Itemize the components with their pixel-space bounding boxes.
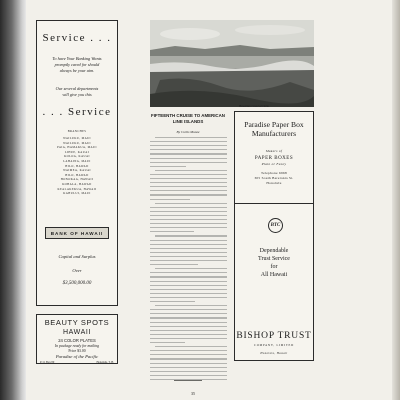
branch-item: WAILUKU, MAUI: [63, 136, 91, 140]
article-text-line: [150, 166, 186, 167]
trust-line-4: All Hawaii: [260, 272, 288, 278]
article-text-line: [155, 268, 227, 269]
capital-line: Capital and Surplus: [58, 254, 96, 259]
article-text-line: [155, 203, 227, 204]
article-text-line: [150, 215, 227, 216]
article-text-line: [150, 174, 227, 175]
beauty-spots-ad: [36, 314, 118, 364]
branch-item: HILO, HAWAII: [65, 163, 89, 168]
article-text-line: [150, 256, 227, 257]
article-text-line: [155, 137, 227, 138]
article-text-line: [150, 317, 227, 318]
paper-box-title-line: [235, 120, 313, 138]
article-text-line: [155, 170, 227, 171]
article-text-line: [150, 363, 227, 364]
article-text-line: [150, 289, 227, 290]
article-title: FIFTEENTH CRUISE TO AMERICAN LINE ISLANDS: [151, 113, 225, 124]
article-text-line: [150, 309, 227, 310]
price-line: Price $3.00: [68, 349, 86, 353]
page-edge: [392, 0, 400, 400]
bishop-trust-ad: [234, 203, 314, 361]
article-text-line: [150, 326, 227, 327]
article-text-line: [150, 281, 227, 282]
article-text-line: [155, 305, 227, 306]
btc-logo: [268, 218, 283, 233]
article-text-line: [155, 346, 227, 347]
article-text-line: [150, 350, 227, 351]
beauty-spots-subtitle: HAWAII: [63, 329, 91, 336]
package-line: In package ready for mailing: [54, 344, 100, 348]
page-number: 35: [191, 391, 195, 396]
product-sub: Plain or Fancy: [261, 162, 287, 166]
article-text-line: [150, 334, 227, 335]
article-text-line: [150, 149, 227, 150]
bank-ad-title-2: . . . Service: [42, 106, 112, 118]
article-text-line: [150, 371, 227, 372]
article-text-line: [155, 235, 227, 236]
btc-logo-text: BTC: [270, 223, 281, 228]
article-text-line: [150, 227, 227, 228]
publisher-line: Paradise of the Pacific: [55, 354, 99, 359]
article-text-line: [150, 313, 227, 314]
article-text-line: [150, 260, 227, 261]
trust-line-2: Trust Service: [258, 256, 290, 262]
article-text-line: [150, 330, 227, 331]
bank-ad-title: Service . . .: [42, 32, 112, 44]
bank-ad-tagline-3: always be your aim.: [59, 68, 95, 73]
beauty-spots-title: BEAUTY SPOTS: [44, 318, 110, 327]
article-text-line: [150, 375, 227, 376]
article-text-line: [150, 285, 227, 286]
bank-ad: [36, 20, 118, 306]
coast-photo-image: [150, 20, 314, 107]
paper-box-ad: [234, 111, 314, 207]
article-text-line: [150, 264, 198, 265]
article-text-line: [150, 342, 185, 343]
publisher-address-left: P. O. Box 80: [40, 360, 55, 364]
bank-name-banner: [45, 227, 109, 239]
branch-item: PAIA, HAMAKUA, MAUI: [57, 145, 97, 150]
article-end-rule: [174, 380, 202, 381]
trust-line-3: for: [270, 264, 278, 270]
coast-photo: [150, 20, 314, 107]
article-text-line: [150, 240, 227, 241]
paper-box-title: Paradise Paper Box Manufacturers: [244, 120, 304, 139]
bank-ad-departments-1: Our several departments: [55, 86, 99, 91]
article-byline: By Curtis Munoz: [176, 130, 200, 134]
over-line: Over: [72, 268, 82, 273]
article-text-line: [150, 297, 227, 298]
article-text-line: [150, 182, 227, 183]
article-text-line: [150, 141, 227, 142]
bank-ad-tagline-1: To have Your Banking Wants: [52, 56, 102, 61]
article-text-line: [150, 162, 227, 163]
branch-item: LIHUE, KAUAI: [64, 149, 90, 154]
branch-item: KOHALA, HAWAII: [62, 182, 92, 186]
branch-item: KOLOA, KAUAI: [64, 154, 90, 159]
article-text-line: [150, 322, 227, 323]
branch-item: LAHAINA, MAUI: [63, 159, 91, 163]
makers-of: Makers of: [265, 149, 283, 153]
article-text-line: [150, 178, 227, 179]
article-text-line: [150, 252, 227, 253]
article-text-line: [150, 244, 227, 245]
branch-item: HILO, HAWAII: [65, 172, 89, 177]
color-plates-line: 24 COLOR PLATES: [58, 338, 96, 343]
article-text-line: [150, 367, 227, 368]
article-text-line: [150, 354, 227, 355]
branch-item: WAIMEA, KAUAI: [63, 168, 91, 173]
publisher-address-right: Honolulu, T. H.: [96, 360, 114, 364]
bank-ad-departments-2: will give you this: [62, 92, 92, 97]
article-text-line: [150, 231, 194, 232]
bishop-trust-city: Honolulu, Hawaii: [260, 351, 288, 355]
article-text-line: [150, 219, 227, 220]
branch-item: KEALAKEKUA, HAWAII: [57, 186, 97, 191]
article-text-line: [150, 190, 227, 191]
bishop-trust-company: COMPANY, LIMITED: [254, 343, 294, 347]
article-text-line: [150, 207, 227, 208]
article-text-line: [150, 223, 227, 224]
branch-item: HONOKAA, HAWAII: [60, 177, 94, 182]
article-text-line: [150, 145, 227, 146]
article-text-line: [150, 158, 227, 159]
bank-ad-tagline-2: promptly cared for should: [54, 62, 100, 67]
article-text-line: [150, 338, 227, 339]
paper-box-phone: Telephone 6968: [261, 171, 287, 175]
article-text-line: [150, 211, 227, 212]
paper-box-city: Honolulu: [266, 181, 282, 185]
article-text-line: [150, 186, 227, 187]
article-text-line: [150, 276, 227, 277]
article-text-line: [150, 301, 195, 302]
capital-amount: $3,500,000.00: [62, 281, 92, 286]
branch-item: WAILUKU, MAUI: [63, 140, 91, 145]
paper-box-address: 305 South Beretania St.: [254, 176, 294, 180]
branch-item: KAHULUI, MAUI: [63, 191, 91, 196]
article-text-line: [150, 153, 227, 154]
article-body-text: [150, 137, 227, 389]
article-text-line: [150, 293, 227, 294]
article-text-line: [150, 358, 227, 359]
bishop-trust-name: BISHOP TRUST: [236, 331, 312, 341]
magazine-page: [26, 0, 392, 400]
paper-boxes-product: PAPER BOXES: [254, 156, 294, 161]
bank-name: BANK OF HAWAII: [50, 230, 104, 236]
branches-header: BRANCHES: [67, 129, 87, 133]
trust-line-1: Dependable: [259, 248, 289, 254]
photo-caption: Hawaiian Coast at Oahu: [238, 104, 270, 108]
article-text-line: [150, 199, 190, 200]
article-text-line: [150, 272, 227, 273]
article-text-line: [150, 194, 227, 195]
book-spine-shadow: [0, 0, 26, 400]
article-text-line: [150, 248, 227, 249]
